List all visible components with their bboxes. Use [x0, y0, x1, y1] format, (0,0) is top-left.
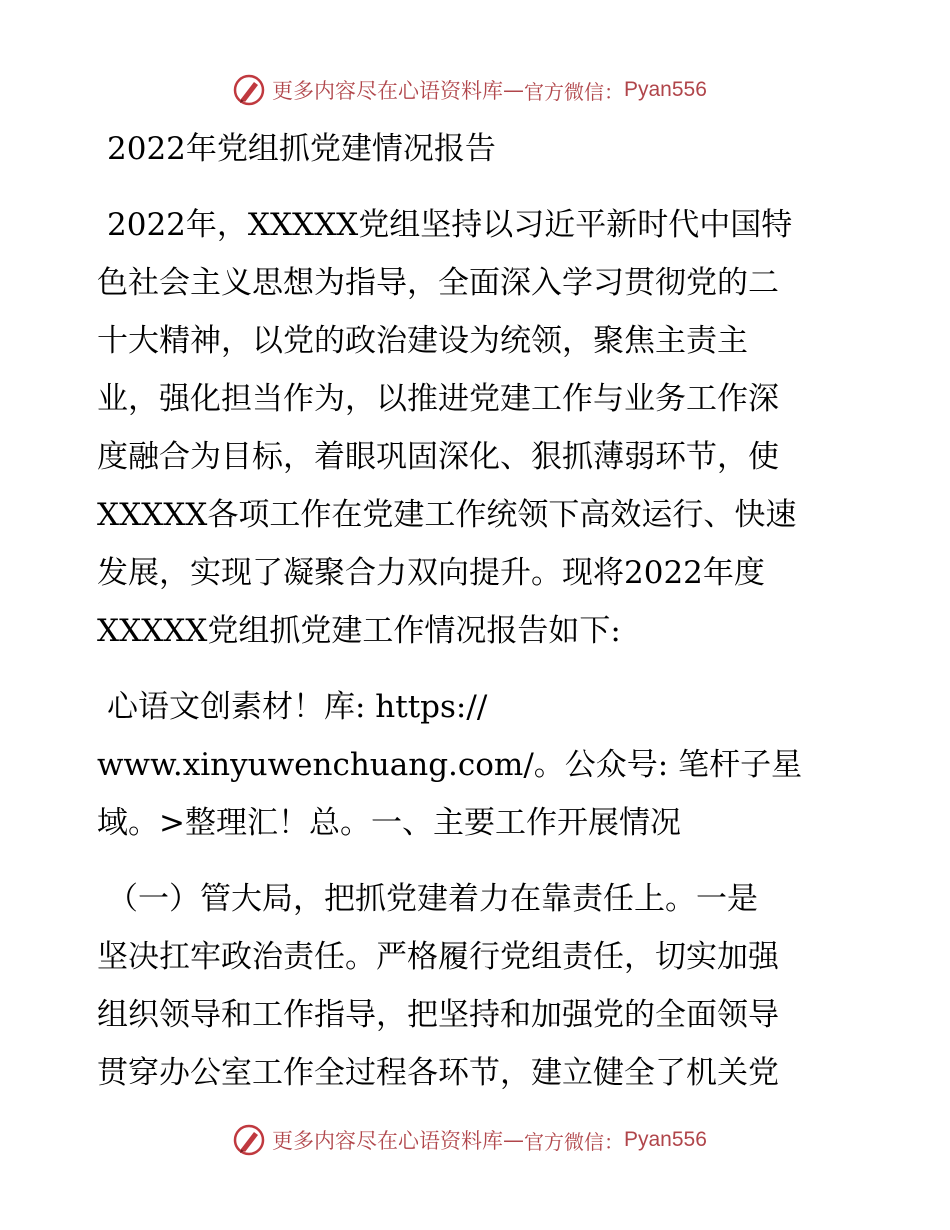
watermark-banner-top: [232, 70, 707, 110]
text-line: 十大精神，以党的政治建设为统领，聚焦主责主: [97, 323, 748, 359]
document-title: 2022年党组抓党建情况报告: [107, 131, 496, 167]
text-line: 业，强化担当作为，以推进党建工作与业务工作深: [97, 381, 779, 417]
document-body: [97, 120, 857, 1102]
text-line: 坚决扛牢政治责任。严格履行党组责任，切实加强: [97, 939, 779, 975]
pen-in-circle-icon: [232, 1123, 266, 1157]
text-line: 域。>整理汇！总。一、主要工作开展情况: [97, 805, 681, 841]
watermark-separator: —: [503, 78, 524, 102]
text-line: （一）管大局，把抓党建着力在靠责任上。一是: [107, 881, 758, 917]
text-line: 贯穿办公室工作全过程各环节，建立健全了机关党: [97, 1055, 779, 1091]
watermark-text: 更多内容尽在心语资料库: [272, 79, 503, 103]
paragraph-gap: [97, 852, 857, 870]
text-line: 2022年，XXXXX党组坚持以习近平新时代中国特: [107, 207, 793, 243]
paragraph-gap: [97, 660, 857, 678]
watermark-banner-bottom: [232, 1120, 707, 1160]
paragraph-section-one: [97, 870, 857, 1102]
text-line: www.xinyuwenchuang.com/。公众号: 笔杆子星: [97, 747, 803, 783]
text-line: 度融合为目标，着眼巩固深化、狠抓薄弱环节，使: [97, 439, 779, 475]
text-line: 发展，实现了凝聚合力双向提升。现将2022年度: [97, 555, 765, 591]
text-line: 心语文创素材！库: https://: [107, 689, 488, 725]
watermark-separator: —: [503, 1128, 524, 1152]
pen-in-circle-icon: [232, 73, 266, 107]
watermark-wechat-label: 官方微信：: [524, 1129, 624, 1154]
paragraph-intro: [97, 196, 857, 660]
watermark-wechat-label: 官方微信：: [524, 79, 624, 104]
text-line: 组织领导和工作指导，把坚持和加强党的全面领导: [97, 997, 779, 1033]
text-line: XXXXX党组抓党建工作情况报告如下:: [97, 613, 621, 649]
paragraph-source: [97, 678, 857, 852]
watermark-wechat-id: Pyan556: [624, 78, 707, 101]
text-line: XXXXX各项工作在党建工作统领下高效运行、快速: [97, 497, 797, 533]
watermark-wechat-id: Pyan556: [624, 1128, 707, 1151]
text-line: 色社会主义思想为指导，全面深入学习贯彻党的二: [97, 265, 779, 301]
watermark-text: 更多内容尽在心语资料库: [272, 1129, 503, 1153]
